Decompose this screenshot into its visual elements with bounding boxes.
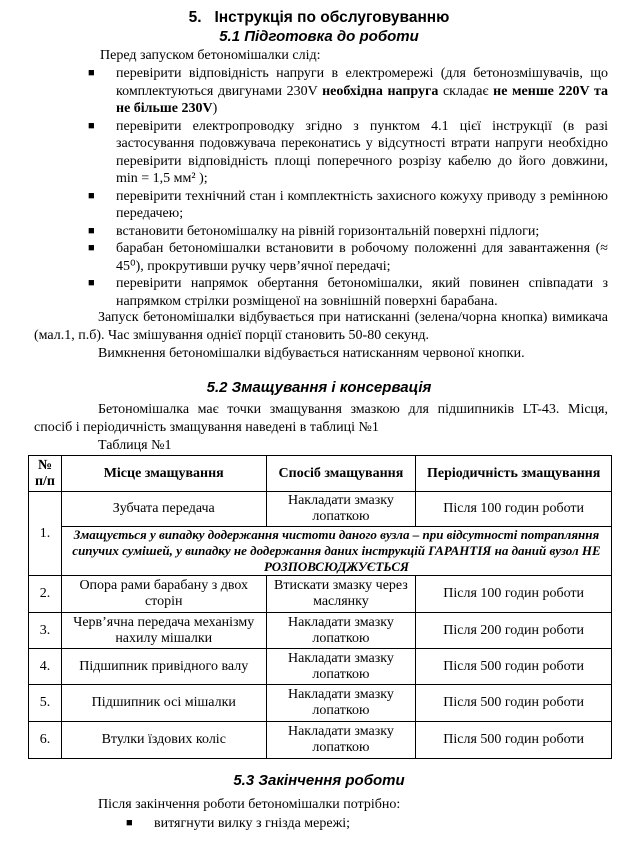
list-item: ■ витягнути вилку з гнізда мережі; <box>126 816 351 831</box>
lubrication-place: Опора рами барабану з двох сторін <box>61 576 266 613</box>
end-intro-text: Після закінчення роботи бетономішалки потрібно: <box>98 797 401 812</box>
lubrication-method: Накладати змазку лопаткою <box>266 492 416 527</box>
lubrication-method: Накладати змазку лопаткою <box>266 685 416 722</box>
lubrication-table <box>28 455 612 759</box>
table-row <box>29 685 612 722</box>
row-number: 2. <box>29 576 62 613</box>
table-row <box>29 492 612 527</box>
list-item: ■ перевірити технічний стан і комплектність захисного кожуху приводу з ремінною передачею; <box>88 188 608 221</box>
lubrication-method: Накладати змазку лопаткою <box>266 649 416 685</box>
row-number: 5. <box>29 685 62 722</box>
warranty-warning: Змащується у випадку додержання чистоти даного вузла – при відсутності потрапляння сипучих сумішей, у випадку не додержання даних інструкцій ГАРАНТІЯ на даний вузол НЕ РОЗПОВСЮДЖУЄТЬСЯ <box>61 527 611 576</box>
list-item: ■ перевірити відповідність напруги в електромережі (для бетонозмішувачів, що комплектуються двигунами 230V необхідна напруга складає не менше 220V та не більше 230V) <box>88 66 608 116</box>
preparation-checklist <box>88 65 608 310</box>
bullet-icon: ■ <box>88 119 95 132</box>
bullet-icon: ■ <box>88 242 95 254</box>
lubrication-period: Після 100 годин роботи <box>416 576 612 613</box>
end-checklist <box>126 815 606 833</box>
section-number: 5. <box>188 9 202 26</box>
bullet-icon: ■ <box>126 817 133 829</box>
table-row <box>29 649 612 685</box>
start-text: Запуск бетономішалки відбувається при натисканні (зелена/чорна кнопка) вимикача (мал.1, п.б). Час змішування однієї порції становить 50-80 секунд. <box>34 310 608 343</box>
lubrication-place: Втулки їздових коліс <box>61 722 266 759</box>
row-number: 3. <box>29 613 62 649</box>
lubrication-text: Бетономішалка має точки змащування змазкою для підшипників LT-43. Місця, спосіб і періодичність змащування наведені в таблиці №1 <box>34 402 608 435</box>
table-header-row <box>29 456 612 492</box>
subsection-heading-5-1: 5.1 Підготовка до роботи <box>219 28 419 45</box>
section-title: Інструкція по обслуговуванню <box>214 9 450 26</box>
column-header: Спосіб змащування <box>266 456 416 492</box>
table-row <box>29 576 612 613</box>
lubrication-place: Підшипник привідного валу <box>61 649 266 685</box>
bullet-icon: ■ <box>88 189 95 202</box>
lubrication-method: Накладати змазку лопаткою <box>266 613 416 649</box>
lubrication-period: Після 200 годин роботи <box>416 613 612 649</box>
subsection-heading-5-3: 5.3 Закінчення роботи <box>233 772 405 789</box>
column-header: Місце змащування <box>61 456 266 492</box>
bullet-icon: ■ <box>88 224 95 237</box>
stop-text: Вимкнення бетономішалки відбувається натисканням червоної кнопки. <box>98 346 525 361</box>
bullet-icon: ■ <box>88 67 95 79</box>
list-item: ■ перевірити електропроводку згідно з пунктом 4.1 цієї інструкції (в разі застосування подовжувача переконатись у відсутності втрати напруги необхідно перевірити відповідність площі поперечного розрізу кабелю до його довжини, min = 1,5 мм² ); <box>88 118 608 186</box>
table-row-warning <box>29 527 612 576</box>
row-number: 4. <box>29 649 62 685</box>
table-caption: Таблиця №1 <box>98 438 172 453</box>
table-row <box>29 722 612 759</box>
subsection-heading-5-2: 5.2 Змащування і консервація <box>206 379 432 396</box>
column-header: № п/п <box>29 456 62 492</box>
table-row <box>29 613 612 649</box>
lubrication-method: Втискати змазку через маслянку <box>266 576 416 613</box>
section-heading <box>0 9 638 27</box>
lubrication-place: Підшипник осі мішалки <box>61 685 266 722</box>
lubrication-period: Після 500 годин роботи <box>416 649 612 685</box>
lubrication-method: Накладати змазку лопаткою <box>266 722 416 759</box>
row-number: 6. <box>29 722 62 759</box>
list-item: ■ перевірити напрямок обертання бетономішалки, який повинен співпадати з напрямком стрілки розміщеної на зовнішній поверхні барабана. <box>88 276 608 309</box>
column-header: Періодичність змащування <box>416 456 612 492</box>
bullet-icon: ■ <box>88 277 95 289</box>
intro-text: Перед запуском бетономішалки слід: <box>100 48 321 63</box>
row-number: 1. <box>29 492 62 576</box>
lubrication-period: Після 500 годин роботи <box>416 685 612 722</box>
list-item: ■ встановити бетономішалку на рівній горизонтальній поверхні підлоги; <box>88 223 540 239</box>
lubrication-period: Після 100 годин роботи <box>416 492 612 527</box>
list-item: ■ барабан бетономішалки встановити в робочому положенні для завантаження (≈ 45⁰), прокрутивши ручку черв’ячної передачі; <box>88 241 608 274</box>
lubrication-place: Зубчата передача <box>61 492 266 527</box>
lubrication-place: Черв’ячна передача механізму нахилу мішалки <box>61 613 266 649</box>
lubrication-period: Після 500 годин роботи <box>416 722 612 759</box>
